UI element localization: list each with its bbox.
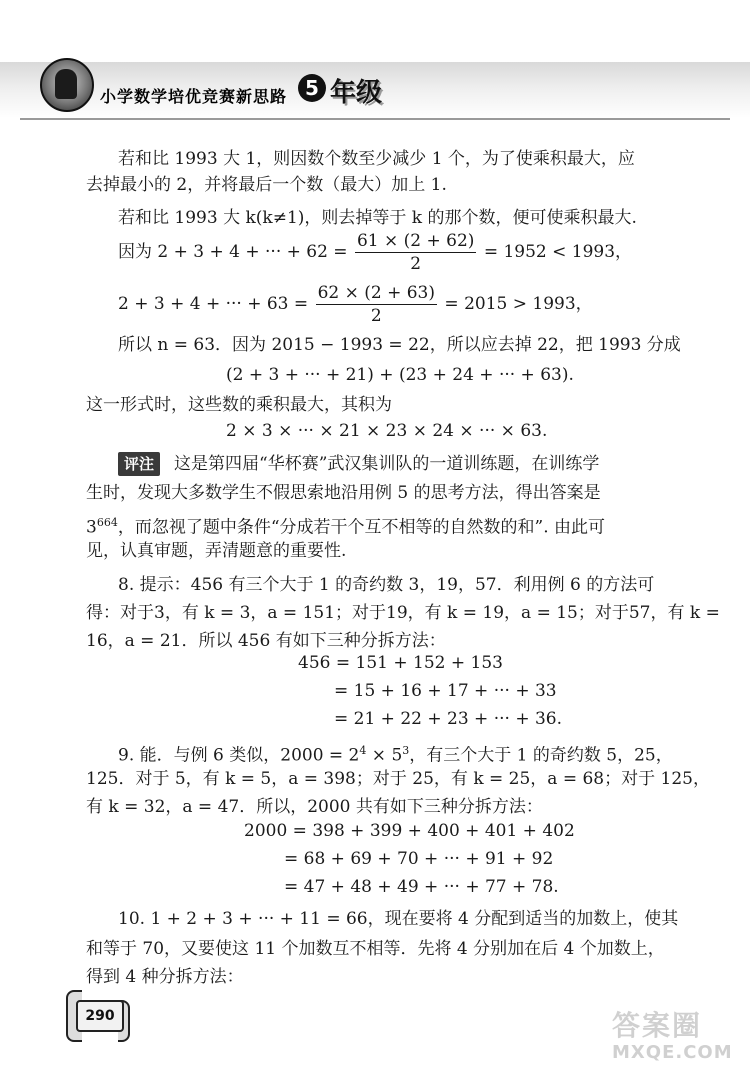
text-line: 得：对于3，有 k = 3，a = 151；对于19，有 k = 19，a = 15；对于57，有 k = <box>86 603 720 623</box>
watermark-main: 答案圈 <box>612 1009 703 1042</box>
power-exponent: 664 <box>96 516 118 529</box>
fraction-equation-1 <box>118 230 632 275</box>
header-rule <box>20 118 730 120</box>
watermark-sub: MXQE.COM <box>612 1042 733 1063</box>
grade-word: 年级 <box>330 78 383 108</box>
text-line: 见，认真审题，弄清题意的重要性. <box>86 541 347 561</box>
logo-emblem <box>55 69 77 99</box>
text-line: 生时，发现大多数学生不假思索地沿用例 5 的思考方法，得出答案是 <box>86 483 601 503</box>
comment-badge: 评注 <box>118 452 160 476</box>
fraction <box>316 282 437 327</box>
watermark <box>612 1010 740 1066</box>
power-exponent: 4 <box>359 744 367 757</box>
eq-prefix: 2 + 3 + 4 + ··· + 63 = <box>118 294 309 314</box>
equation-line: = 68 + 69 + 70 + ··· + 91 + 92 <box>284 849 554 869</box>
text-line: 有 k = 32，a = 47．所以，2000 共有如下三种分拆方法： <box>86 797 543 817</box>
comment-line-power <box>86 512 605 539</box>
publisher-logo <box>40 58 94 112</box>
eq-suffix: = 2015 > 1993， <box>444 294 593 314</box>
text-line: 去掉最小的 2，并将最后一个数（最大）加上 1. <box>86 175 447 195</box>
text-line: 10. 1 + 2 + 3 + ··· + 11 = 66，现在要将 4 分配到适当的加数上，使其 <box>118 909 679 929</box>
equation-line: = 15 + 16 + 17 + ··· + 33 <box>334 681 557 701</box>
text-line: 125．对于 5，有 k = 5，a = 398；对于 25，有 k = 25，a = 68；对于 125， <box>86 769 710 789</box>
fraction-denominator: 2 <box>410 254 422 274</box>
comment-text: ，而忽视了题中条件“分成若干个互不相等的自然数的和”. 由此可 <box>117 517 606 538</box>
problem-9-line-1 <box>118 740 673 767</box>
text-line: 若和比 1993 大 1，则因数个数至少减少 1 个，为了使乘积最大，应 <box>118 149 635 169</box>
text-segment: ，有三个大于 1 的奇约数 5，25， <box>409 745 673 766</box>
grade-number: 5 <box>298 74 326 102</box>
eq-suffix: = 1952 < 1993， <box>483 242 633 262</box>
equation-line: 2000 = 398 + 399 + 400 + 401 + 402 <box>244 821 575 841</box>
equation-line: 2 × 3 × ··· × 21 × 23 × 24 × ··· × 63. <box>226 421 548 441</box>
equation-line: (2 + 3 + ··· + 21) + (23 + 24 + ··· + 63). <box>226 365 574 385</box>
fraction-numerator: 61 × (2 + 62) <box>356 231 475 251</box>
text-line: 8. 提示：456 有三个大于 1 的奇约数 3，19，57．利用例 6 的方法可 <box>118 575 655 595</box>
fraction-denominator: 2 <box>370 306 382 326</box>
fraction <box>355 230 476 275</box>
equation-line: = 21 + 22 + 23 + ··· + 36. <box>334 709 562 729</box>
text-segment: × 5 <box>366 745 403 766</box>
fraction-equation-2 <box>118 282 593 327</box>
text-line: 和等于 70，又要使这 11 个加数互不相等．先将 4 分别加在后 4 个加数上， <box>86 939 665 959</box>
text-line: 这一形式时，这些数的乘积最大，其积为 <box>86 395 392 415</box>
text-line: 若和比 1993 大 k(k≠1)，则去掉等于 k 的那个数，便可使乘积最大. <box>118 208 637 228</box>
series-title: 小学数学培优竞赛新思路 <box>100 87 288 106</box>
comment-text: 这是第四届“华杯赛”武汉集训队的一道训练题，在训练学 <box>174 454 600 474</box>
text-line: 得到 4 种分拆方法： <box>86 967 244 987</box>
equation-line: = 47 + 48 + 49 + ··· + 77 + 78. <box>284 877 559 897</box>
page-number: 290 <box>76 1000 124 1032</box>
comment-line <box>118 452 599 476</box>
text-line: 所以 n = 63．因为 2015 − 1993 = 22，所以应去掉 22，把 1993 分成 <box>118 335 681 355</box>
text-line: 16，a = 21．所以 456 有如下三种分拆方法： <box>86 631 446 651</box>
eq-prefix: 因为 2 + 3 + 4 + ··· + 62 = <box>118 242 348 262</box>
fraction-numerator: 62 × (2 + 63) <box>317 283 436 303</box>
power-base: 3 <box>86 517 97 538</box>
power-exponent: 3 <box>402 744 410 757</box>
text-segment: 9. 能．与例 6 类似，2000 = 2 <box>118 745 360 766</box>
equation-line: 456 = 151 + 152 + 153 <box>298 653 503 673</box>
